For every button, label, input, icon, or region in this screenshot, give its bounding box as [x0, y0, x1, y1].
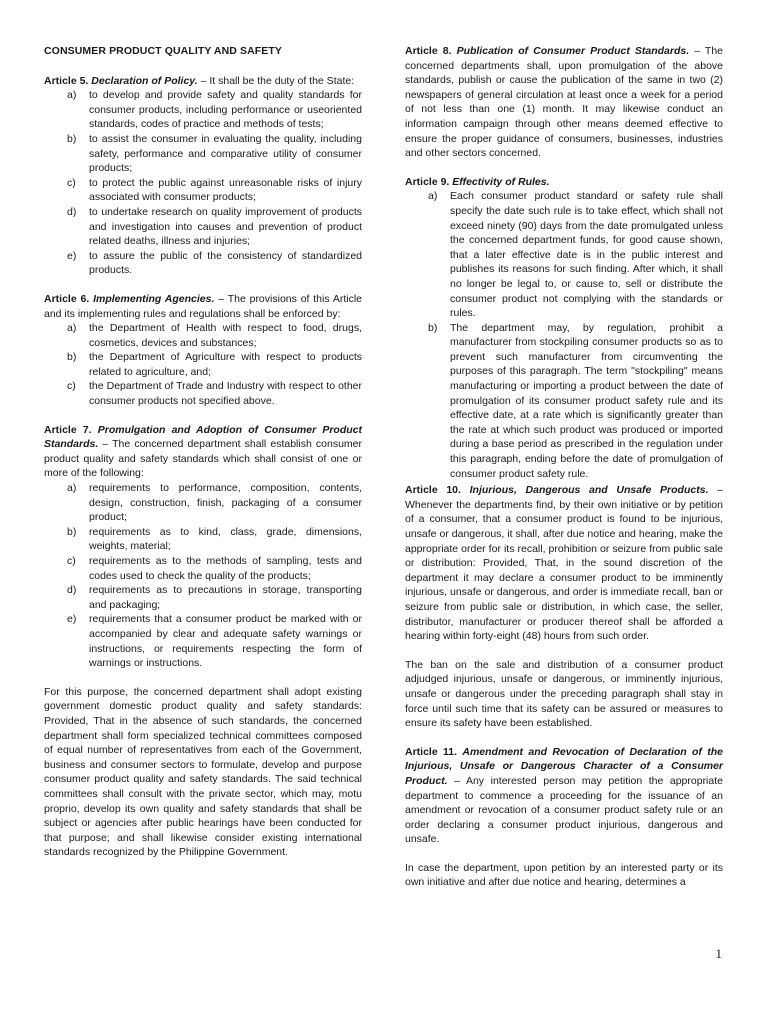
list-item — [44, 205, 362, 249]
dash: – — [98, 438, 113, 451]
article-title: Publication of Consumer Product Standards. — [456, 45, 690, 57]
article-7 — [44, 423, 362, 671]
list-item — [44, 88, 362, 132]
left-column — [44, 44, 362, 874]
list-marker: d) — [67, 205, 77, 218]
article-10-paragraph-2: The ban on the sale and distribution of a consumer product adjudged injurious, unsafe or dangerous, or imminently injurious, unsafe or dangerous under the preceding paragraph shall stay in force until such time that its safety can be assured or measures to ensure its safety have been established. — [405, 658, 723, 730]
list-text: to assist the consumer in evaluating the quality, including safety, performance and comparative utility of consumer products; — [89, 132, 362, 175]
article-label: Article 9. — [405, 175, 450, 188]
list-marker: c) — [67, 555, 76, 567]
list-text: requirements as to kind, class, grade, dimensions, weights, material; — [89, 525, 362, 553]
article-intro-text: The provisions of this Article and its implementing rules and regulations shall be enforced by: — [44, 292, 363, 320]
list-item — [44, 481, 362, 525]
list-item — [44, 321, 362, 350]
list-item — [44, 525, 362, 554]
dash: – — [214, 292, 228, 305]
article-6-list — [44, 321, 362, 409]
page-number: 1 — [715, 946, 722, 961]
article-label: Article 6. — [44, 292, 90, 305]
list-item — [44, 132, 362, 176]
list-marker: c) — [67, 176, 76, 189]
list-item — [44, 350, 362, 379]
article-8 — [405, 44, 723, 161]
list-item — [44, 176, 362, 205]
article-body-text: Any interested person may petition the appropriate department to commence a proceeding for the issuance of an amendment or revocation of a consumer product safety rule or an order declaring a consumer product injurious, dangerous and unsafe. — [405, 774, 723, 846]
list-item — [405, 189, 723, 320]
article-title: Effectivity of Rules. — [452, 175, 550, 188]
article-10-body — [405, 483, 723, 644]
article-5-list — [44, 88, 362, 278]
list-text: the Department of Agriculture with respect to products related to agriculture, and; — [89, 351, 362, 378]
list-text: the Department of Trade and Industry with respect to other consumer products not specified above. — [89, 380, 362, 408]
article-7-intro — [44, 423, 362, 481]
list-marker: b) — [67, 351, 77, 364]
list-marker: a) — [67, 89, 77, 102]
article-label: Article 7. — [44, 423, 92, 436]
article-title: Declaration of Policy. — [91, 74, 198, 87]
dash: – — [708, 484, 723, 497]
article-11 — [405, 745, 723, 890]
list-item — [44, 249, 362, 278]
article-label: Article 11. — [405, 745, 458, 758]
article-intro-text: The concerned department shall establish consumer product quality and safety standards which shall consist of one or more of the following: — [44, 438, 363, 480]
list-marker: b) — [67, 132, 77, 145]
article-9-head — [405, 175, 723, 190]
list-text: to undertake research on quality improvement of products and investigation into causes and prevention of product related deaths, illness and injuries; — [89, 205, 362, 248]
list-marker: a) — [428, 190, 438, 203]
article-8-body — [405, 44, 723, 161]
list-marker: a) — [67, 482, 77, 495]
list-text: The department may, by regulation, prohibit a manufacturer from stockpiling consumer products so as to prevent such manufacturer from circumventing the purposes of this paragraph. The term "stockpiling" means manufacturing or importing a product between the date of promulgation of its consumer product safety rule and its effective date, at a rate which is significantly greater than the rate at which such product was produced or imported during a base period as prescribed in the regulation under this paragraph, ending before the date of promulgation of consumer product safety rule. — [450, 321, 723, 480]
list-marker: e) — [67, 249, 77, 262]
dash: – — [689, 45, 705, 57]
list-text: the Department of Health with respect to food, drugs, cosmetics, devices and substances; — [89, 322, 362, 349]
list-text: requirements to performance, composition, contents, design, construction, finish, packaging of a consumer product; — [89, 482, 362, 524]
list-text: requirements as to precautions in storage, transporting and packaging; — [89, 584, 362, 611]
list-text: to develop and provide safety and quality standards for consumer products, including performance or useoriented standards, codes of practice and methods of tests; — [89, 89, 362, 131]
dash: – — [197, 74, 210, 87]
dash: – — [447, 774, 466, 787]
list-marker: a) — [67, 322, 77, 335]
article-7-paragraph: For this purpose, the concerned department shall adopt existing government domestic product quality and safety standards: Provided, That in the absence of such standards, the concerned department shall form specialized technical committees composed of equal number of representatives from each of the Government, business and consumer sectors to formulate, develop and purpose consumer product quality and safety standards. The said technical committees shall consult with the private sector, which may, motu proprio, develop its own quality and safety standards that shall be subject or agencies after public hearings have been conducted for that purpose; and shall likewise consider existing international standards recognized by the Philippine Government. — [44, 685, 362, 859]
article-5 — [44, 74, 362, 278]
article-title: Promulgation and Adoption of Consumer Product Standards. — [44, 423, 362, 451]
list-marker: b) — [428, 321, 438, 334]
list-marker: d) — [67, 584, 77, 597]
list-item — [405, 321, 723, 482]
list-item — [44, 554, 362, 583]
article-label: Article 8. — [405, 45, 452, 57]
right-column — [405, 44, 723, 904]
list-marker: b) — [67, 525, 77, 538]
article-7-list — [44, 481, 362, 671]
list-marker: e) — [67, 613, 77, 626]
list-item — [44, 379, 362, 408]
document-heading: CONSUMER PRODUCT QUALITY AND SAFETY — [44, 45, 283, 57]
article-title: Implementing Agencies. — [93, 292, 215, 305]
article-11-body — [405, 745, 723, 847]
list-text: to protect the public against unreasonable risks of injury associated with consumer products; — [89, 176, 362, 204]
article-11-paragraph-2: In case the department, upon petition by an interested party or its own initiative and after due notice and hearing, determines a — [405, 861, 723, 889]
list-marker: c) — [67, 380, 76, 393]
article-6-intro — [44, 292, 362, 321]
article-intro-text: It shall be the duty of the State: — [209, 74, 355, 87]
article-label: Article 10. — [405, 484, 461, 497]
list-item — [44, 612, 362, 670]
list-text: Each consumer product standard or safety rule shall specify the date such rule is to take effect, which shall not exceed ninety (90) days from the date promulgated unless the concerned department funds, for good cause shown, that a later effective date is in the public interest and publishes its reasons for such finding. After which, it shall no longer be legal to, or cause to, sell or distribute the consumer product not complying with the standards or rules. — [450, 190, 723, 320]
article-label: Article 5. — [44, 74, 89, 87]
list-text: requirements that a consumer product be marked with or accompanied by clear and adequate safety warnings or instructions, or requirements respecting the form of warnings or instructions. — [89, 613, 362, 670]
article-9 — [405, 175, 723, 481]
article-title: Amendment and Revocation of Declaration of the Injurious, Unsafe or Dangerous Character of a Consumer Product. — [405, 745, 723, 787]
article-10 — [405, 483, 723, 731]
article-body-text: Whenever the departments find, by their own initiative or by petition of a consumer, that a consumer product is found to be injurious, unsafe or dangerous, it shall, after due notice and hearing, make the appropriate order for its recall, prohibition or seizure from public sale or distribution: Provided, That, in the sound discretion of the department it may declare a consumer product to be imminently injurious, unsafe or dangerous, and order is immediate recall, ban or seizure from public sale or distribution, in which case, the seller, distributor, manufacturer or producer thereof shall be afforded a hearing within forty-eight (48) hours from such order. — [405, 498, 723, 643]
article-9-list — [405, 189, 723, 481]
list-item — [44, 583, 362, 612]
article-6 — [44, 292, 362, 409]
list-text: to assure the public of the consistency of standardized products. — [89, 249, 362, 277]
article-title: Injurious, Dangerous and Unsafe Products. — [469, 484, 709, 497]
list-text: requirements as to the methods of sampling, tests and codes used to check the quality of the products; — [89, 555, 362, 582]
article-5-intro — [44, 74, 362, 89]
article-body-text: The concerned departments shall, upon promulgation of the above standards, publish or cause the publication of the same in two (2) newspapers of general circulation at least once a week for a period of not less than one (1) month. It may likewise conduct an information campaign through other means deemed effective to ensure the proper guidance of consumers, businesses, industries and other sectors concerned. — [405, 45, 723, 160]
